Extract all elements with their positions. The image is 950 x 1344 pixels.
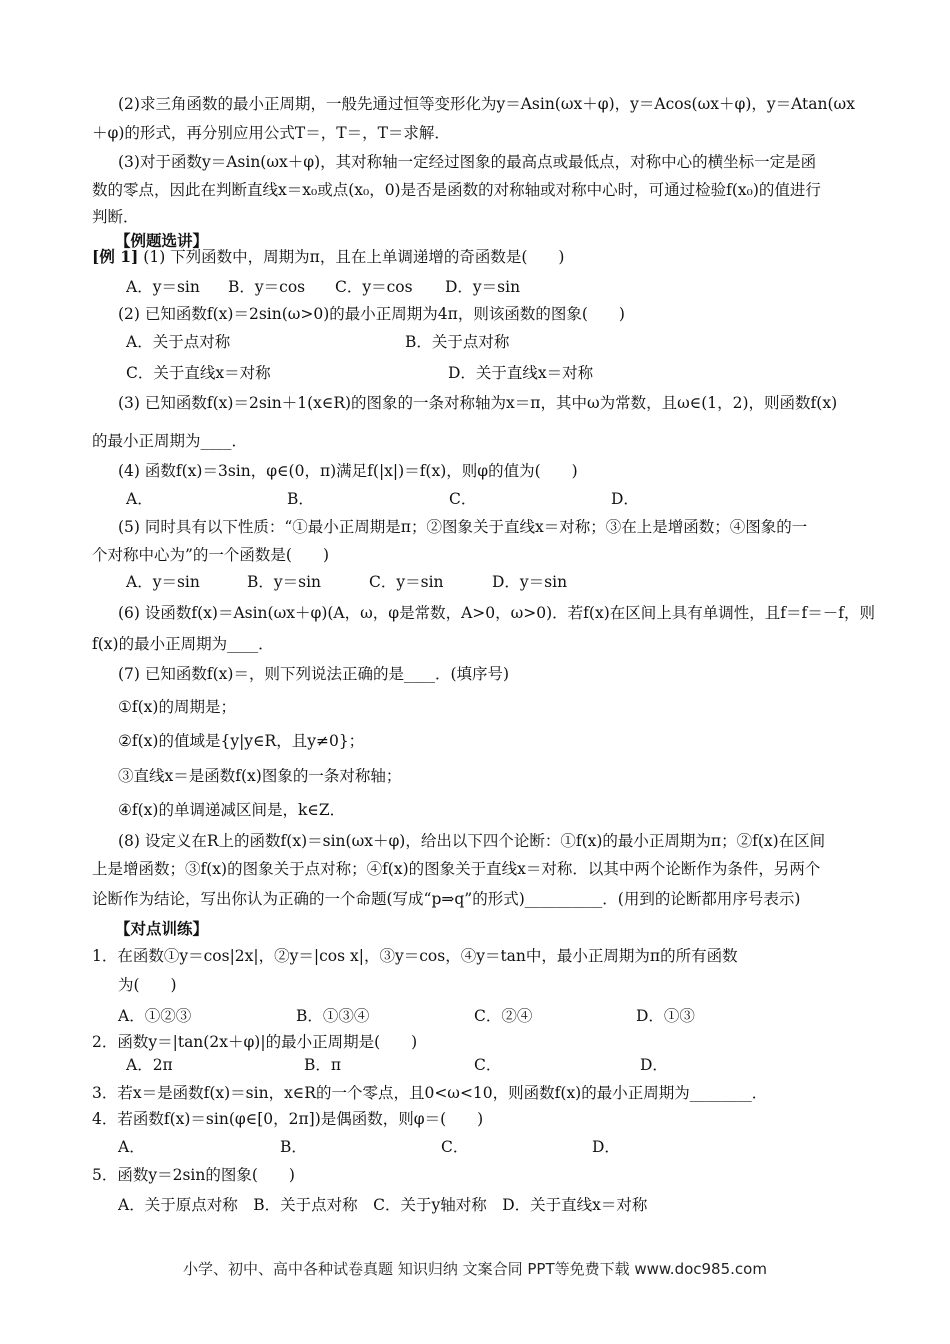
q4-option-c: C． xyxy=(449,490,477,508)
p1-option-a: A．①②③ xyxy=(118,1007,192,1025)
q7-item-3: ③直线x＝是函数f(x)图象的一条对称轴； xyxy=(118,767,402,785)
p4-option-c: C． xyxy=(441,1138,469,1156)
examples-heading: 【例题选讲】 xyxy=(115,231,209,250)
q4-option-a: A． xyxy=(126,490,153,508)
q8-line2: 上是增函数；③f(x)的图象关于点对称；④f(x)的图象关于直线x＝对称．以其中两个论断作为条件，另两个 xyxy=(92,860,821,878)
q4-option-d: D． xyxy=(611,490,639,508)
q8-line1: (8) 设定义在R上的函数f(x)＝sin(ωx＋φ)，给出以下四个论断：①f(x)的最小正周期为π；②f(x)在区间 xyxy=(118,832,826,850)
q2-option-b: B．关于点对称 xyxy=(405,333,510,351)
q5-line1: (5) 同时具有以下性质：“①最小正周期是π；②图象关于直线x＝对称；③在上是增函数；④图象的一 xyxy=(118,518,808,536)
q2-option-a: A．关于点对称 xyxy=(126,333,231,351)
q5-line2: 个对称中心为”的一个函数是( ) xyxy=(92,546,330,564)
note-p2-line1: (2)求三角函数的最小正周期，一般先通过恒等变形化为y＝Asin(ωx＋φ)，y＝Acos(ωx＋φ)，y＝Atan(ωx xyxy=(118,95,855,113)
q5-option-c: C．y＝sin xyxy=(369,573,444,591)
q5-option-a: A．y＝sin xyxy=(126,573,200,591)
example1-question1 xyxy=(92,247,564,267)
practice-heading: 【对点训练】 xyxy=(115,919,209,938)
q2-option-c: C．关于直线x＝对称 xyxy=(126,364,271,382)
q7-text: (7) 已知函数f(x)＝，则下列说法正确的是____．(填序号) xyxy=(118,665,510,683)
q6-line2: f(x)的最小正周期为____． xyxy=(92,635,274,653)
q1-text: (1) 下列函数中，周期为π，且在上单调递增的奇函数是( ) xyxy=(138,248,565,266)
p4-option-b: B． xyxy=(280,1138,307,1156)
q7-item-2: ②f(x)的值域是{y|y∈R，且y≠0}； xyxy=(118,732,365,750)
p2-option-a: A．2π xyxy=(126,1056,173,1074)
example-label: [例 1] xyxy=(92,247,139,266)
q3-line1: (3) 已知函数f(x)＝2sin＋1(x∈R)的图象的一条对称轴为x＝π，其中ω为常数，且ω∈(1，2)，则函数f(x) xyxy=(118,394,838,412)
p4-option-a: A． xyxy=(118,1138,145,1156)
q5-option-d: D．y＝sin xyxy=(492,573,568,591)
q7-item-1: ①f(x)的周期是； xyxy=(118,698,236,716)
q3-line2: 的最小正周期为____． xyxy=(92,432,248,450)
q1-option-b: B．y＝cos xyxy=(228,278,306,296)
p4-option-d: D． xyxy=(592,1138,620,1156)
p2-option-d: D． xyxy=(640,1056,668,1074)
q1-option-a: A．y＝sin xyxy=(126,278,200,296)
p1-option-d: D．①③ xyxy=(636,1007,695,1025)
practice5-text: 5．函数y＝2sin的图象( ) xyxy=(92,1166,295,1184)
q1-option-d: D．y＝sin xyxy=(445,278,521,296)
q1-option-c: C．y＝cos xyxy=(335,278,413,296)
footer-text: 小学、初中、高中各种试卷真题 知识归纳 文案合同 PPT等免费下载 www.doc985.com xyxy=(183,1260,767,1278)
p2-option-b: B．π xyxy=(304,1056,342,1074)
q4-option-b: B． xyxy=(287,490,314,508)
q2-text: (2) 已知函数f(x)＝2sin(ω>0)的最小正周期为4π，则该函数的图象( ) xyxy=(118,305,625,323)
p1-option-c: C．②④ xyxy=(474,1007,533,1025)
p5-options: A．关于原点对称 B．关于点对称 C．关于y轴对称 D．关于直线x＝对称 xyxy=(118,1196,648,1214)
note-p3-line2: 数的零点，因此在判断直线x＝x₀或点(x₀，0)是否是函数的对称轴或对称中心时，可通过检验f(x₀)的值进行 xyxy=(92,181,821,199)
p2-option-c: C． xyxy=(474,1056,502,1074)
q2-option-d: D．关于直线x＝对称 xyxy=(448,364,594,382)
q6-line1: (6) 设函数f(x)＝Asin(ωx＋φ)(A，ω，φ是常数，A>0，ω>0)．若f(x)在区间上具有单调性，且f＝f＝－f，则 xyxy=(118,604,875,622)
q5-option-b: B．y＝sin xyxy=(247,573,322,591)
practice1-line2: 为( ) xyxy=(118,976,177,994)
practice2-text: 2．函数y＝|tan(2x＋φ)|的最小正周期是( ) xyxy=(92,1033,418,1051)
note-p2-line2: ＋φ)的形式，再分别应用公式T＝，T＝，T＝求解． xyxy=(92,124,450,142)
p1-option-b: B．①③④ xyxy=(296,1007,370,1025)
q7-item-4: ④f(x)的单调递减区间是，k∈Z． xyxy=(118,801,346,819)
q4-text: (4) 函数f(x)＝3sin，φ∈(0，π)满足f(|x|)＝f(x)，则φ的值为( ) xyxy=(118,462,578,480)
practice1-line1: 1．在函数①y＝cos|2x|，②y＝|cos x|，③y＝cos，④y＝tan中，最小正周期为π的所有函数 xyxy=(92,947,738,965)
note-p3-line3: 判断． xyxy=(92,208,139,226)
practice4-text: 4．若函数f(x)＝sin(φ∈[0，2π])是偶函数，则φ＝( ) xyxy=(92,1110,484,1128)
note-p3-line1: (3)对于函数y＝Asin(ωx＋φ)，其对称轴一定经过图象的最高点或最低点，对称中心的横坐标一定是函 xyxy=(118,153,817,171)
q8-line3: 论断作为结论，写出你认为正确的一个命题(写成“p⇒q”的形式)__________．(用到的论断都用序号表示) xyxy=(92,890,801,908)
practice3-text: 3．若x＝是函数f(x)＝sin，x∈R的一个零点，且0<ω<10，则函数f(x)的最小正周期为________． xyxy=(92,1084,768,1102)
